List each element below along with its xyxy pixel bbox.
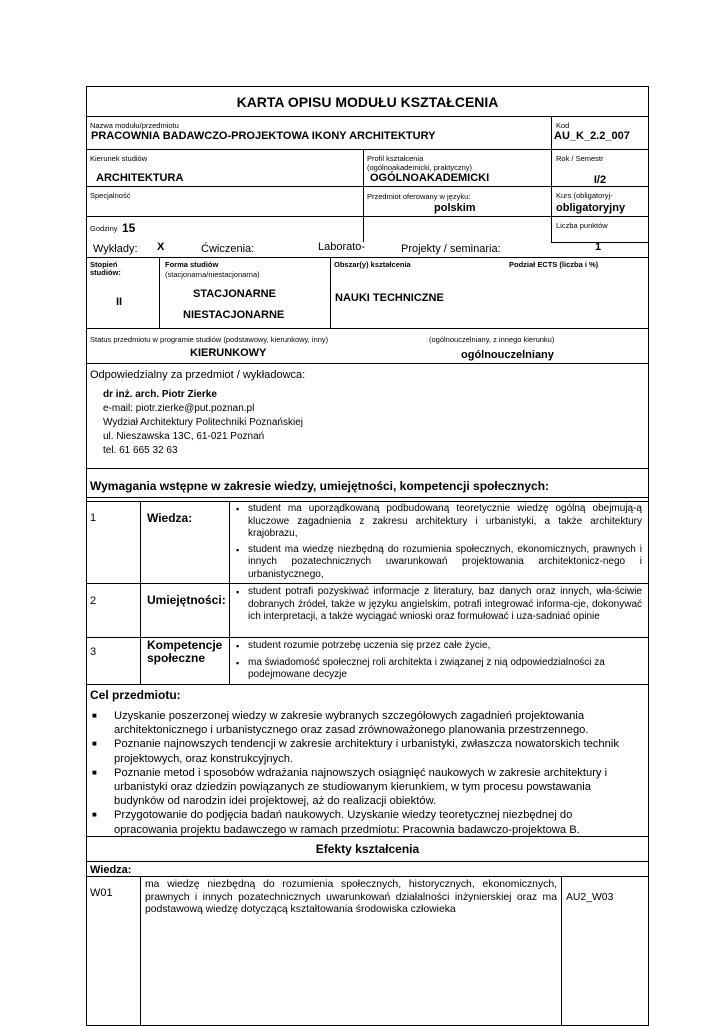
goal-item: ■ Poznanie najnowszych tendencji w zakresie architektury i urbanistyki, zwłaszcza nowatorskich technik projektowych, oraz konstrukcyjnych. (90, 737, 638, 765)
prereq-row-label: Umiejętności: (147, 593, 226, 607)
projects-label: Projekty / seminaria: (401, 243, 501, 255)
goal-item: ■ Przygotowanie do podjęcia badań naukowych. Uzyskanie wiedzy teoretycznej niezbędnej do opracowania projektu badawczego w ramach przedmiotu: Pracownia badawczo-projektowa B. (90, 808, 638, 836)
prereq-row-number: 3 (90, 646, 97, 658)
divider (86, 257, 649, 258)
divider (561, 876, 562, 1026)
profile-label: Profil kształcenia (367, 154, 424, 163)
hours-label: Godziny (90, 224, 118, 233)
status-label: Status przedmiotu w programie studiów (podstawowy, kierunkowy, inny) (90, 335, 329, 344)
prereq-item: ▪ ma świadomość społecznej roli architekta i związanej z nią odpowiedzialności za podejmowane decyzje (234, 657, 642, 682)
divider (551, 149, 552, 242)
level-label: Stopień (90, 260, 118, 269)
direction-value: ARCHITEKTURA (96, 172, 184, 184)
responsible-email: e-mail: piotr.zierke@put.poznan.pl (103, 403, 255, 414)
profile-value: OGÓLNOAKADEMICKI (370, 172, 490, 184)
level-value: II (116, 296, 123, 308)
effects-title: Efekty kształcenia (315, 842, 420, 856)
hours-value: 15 (122, 221, 136, 235)
goal-title: Cel przedmiotu: (90, 688, 181, 702)
year-value: I/2 (593, 174, 607, 186)
divider (86, 149, 649, 150)
prereq-item: ▪ student rozumie potrzebę uczenia się przez całe życie, (234, 640, 642, 653)
goal-item: ■ Uzyskanie poszerzonej wiedzy w zakresie wybranych szczegółowych zagadnień projektowania architektonicznego i urbanistycznego oraz zasad zrównoważonego planowania przestrzennego. (90, 709, 638, 737)
prereq-item: ▪ student potrafi pozyskiwać informacje z literatury, baz danych oraz innych, wła-ściwie dobranych źródeł, także w języku angielskim, potrafi integrować informa-cje, dokonywać ich interpretacji, a także wyciągać wnioski oraz formułować i uza-sadniać opinie (234, 586, 642, 624)
status-value-2: ogólnouczelniany (461, 349, 554, 361)
divider (140, 501, 141, 684)
profile-sub: (ogólnoakademicki, praktyczny) (367, 163, 473, 172)
divider (229, 501, 230, 684)
prereq-item: ▪ student ma uporządkowaną podbudowaną teoretycznie wiedzę ogólną obejmują-ą kluczowe zagadnienia z zakresu architektury i urbanistyki, a także architektury krajobrazu, (234, 503, 642, 541)
prereq-row-label: Wiedza: (147, 511, 193, 525)
divider (551, 116, 552, 149)
form-full-time: STACJONARNE (193, 288, 276, 300)
lab-label: Laborato- (318, 241, 366, 253)
responsible-label: Odpowiedzialny za przedmiot / wykładowca: (90, 369, 306, 381)
lectures-value: X (157, 241, 165, 253)
code-label: Kod (556, 121, 570, 130)
goal-item: ■ Poznanie metod i sposobów wdrażania najnowszych osiągnięć naukowych w zakresie architektury i urbanistyki oraz dziedzin powiązanych ze studiowanym kierunkiem, w tym procesu powstawania budynków od narodzin idei projektowej, aż do realizacji obiektów. (90, 766, 638, 809)
effect-text: ma wiedzę niezbędną do rozumienia społecznych, historycznych, ekonomicznych, prawnych i innych pozatechnicznych uwarunkowań działalności inżynierskiej oraz ma podstawową wiedzę dotyczącą kształtowania środowiska człowieka (145, 879, 557, 916)
specialty-label: Specjalność (90, 191, 131, 200)
language-label: Przedmiot oferowany w języku: (367, 192, 471, 201)
divider (86, 861, 649, 862)
divider (159, 257, 160, 328)
direction-label: Kierunek studiów (90, 154, 148, 163)
year-label: Rok / Semestr (556, 154, 604, 163)
area-label: Obszar(y) kształcenia (334, 260, 411, 269)
responsible-name: dr inż. arch. Piotr Zierke (103, 389, 217, 400)
prereq-item: ▪ student ma wiedzę niezbędną do rozumienia społecznych, ekonomicznych, prawnych i innych pozatechnicznych uwarunkowań projektowania architektonicz-nego i urbanistycznego, (234, 544, 642, 582)
ects-split-label: Podział ECTS (liczba i %) (509, 260, 599, 269)
course-label: Kurs (obligatoryj- (556, 191, 613, 200)
module-name-label: Nazwa modułu/przedmiotu (90, 121, 179, 130)
divider (86, 116, 649, 117)
level-label-2: studiów: (90, 268, 121, 277)
prereq-title: Wymagania wstępne w zakresie wiedzy, umiejętności, kompetencji społecznych: (90, 479, 550, 493)
goal-list (90, 709, 638, 837)
form-sub: (stacjonarna/niestacjonarna) (165, 270, 260, 279)
divider (86, 186, 649, 187)
status-value: KIERUNKOWY (190, 347, 267, 359)
divider (330, 257, 331, 328)
responsible-faculty: Wydział Architektury Politechniki Poznańskiej (103, 417, 303, 428)
effect-ref: AU2_W03 (566, 892, 614, 903)
page-title: KARTA OPISU MODUŁU KSZTAŁCENIA (236, 94, 499, 110)
course-value: obligatoryjny (556, 202, 626, 214)
area-value: NAUKI TECHNICZNE (335, 292, 444, 304)
divider (86, 363, 649, 364)
prereq-row-number: 2 (90, 595, 97, 607)
knowledge-label: Wiedza: (90, 864, 132, 876)
prereq-row-number: 1 (90, 512, 97, 524)
prereq-list (234, 586, 642, 624)
module-code: AU_K_2.2_007 (554, 130, 630, 142)
prereq-list (234, 503, 642, 582)
divider (363, 149, 364, 242)
ects-value: 1 (595, 241, 602, 253)
exercises-label: Ćwiczenia: (201, 243, 255, 255)
responsible-address: ul. Nieszawska 13C, 61-021 Poznań (103, 431, 265, 442)
divider (86, 876, 649, 877)
divider (86, 836, 649, 837)
divider (86, 684, 649, 685)
prereq-row-label: Kompetencje społeczne (147, 638, 223, 665)
ects-label: Liczba punktów (556, 221, 608, 230)
divider (86, 501, 649, 502)
divider (86, 328, 649, 329)
divider (86, 216, 649, 217)
prereq-list (234, 640, 642, 682)
divider (86, 468, 649, 469)
language-value: polskim (434, 202, 476, 214)
divider (140, 876, 141, 1026)
divider (86, 497, 649, 498)
effect-code: W01 (90, 887, 113, 899)
form-label: Forma studiów (165, 260, 219, 269)
divider (86, 583, 649, 584)
status-label-2: (ogólnouczelniany, z innego kierunku) (429, 335, 555, 344)
form-part-time: NIESTACJONARNE (183, 309, 285, 321)
responsible-phone: tel. 61 665 32 63 (103, 445, 178, 456)
lectures-label: Wykłady: (93, 243, 138, 255)
module-name: PRACOWNIA BADAWCZO-PROJEKTOWA IKONY ARCHITEKTURY (91, 130, 436, 142)
